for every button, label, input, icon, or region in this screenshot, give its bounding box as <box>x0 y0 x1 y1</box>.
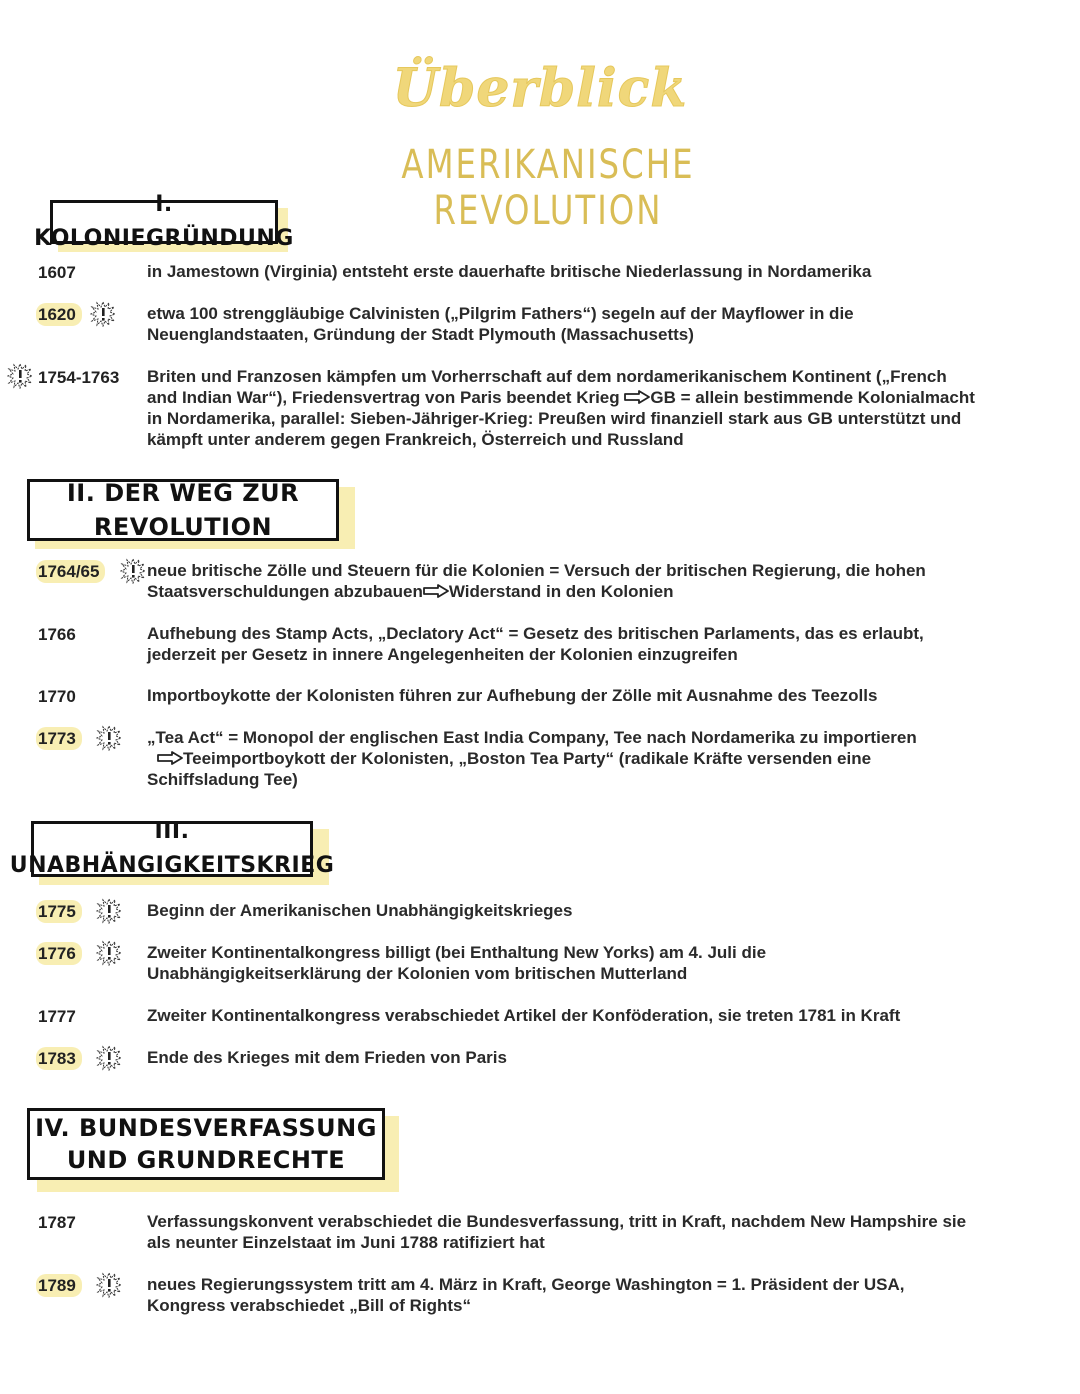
event-text: Beginn der Amerikanischen Unabhängigkeitskrieges <box>147 901 573 920</box>
page-subtitle: AMERIKANISCHE REVOLUTION <box>401 142 695 234</box>
event-text-line: Briten und Franzosen kämpfen um Vorherrschaft auf dem nordamerikanischem Kontinent („French <box>147 367 947 386</box>
event-text <box>147 727 1047 790</box>
exclamation-burst-icon <box>96 725 122 751</box>
event-year: 1789 <box>36 1274 82 1297</box>
event-text <box>147 560 1047 602</box>
section-heading-3-label: III. UNABHÄNGIGKEITSKRIEG <box>9 819 335 878</box>
event-year: 1775 <box>36 900 82 923</box>
page-title: Überblick <box>392 58 688 119</box>
event-year: 1607 <box>38 263 76 282</box>
right-arrow-icon <box>423 584 449 598</box>
event-text <box>147 366 1057 450</box>
exclamation-burst-icon <box>96 898 122 924</box>
event-text <box>147 1274 1047 1316</box>
exclamation-burst-icon <box>96 940 122 966</box>
event-text-part: Widerstand in den Kolonien <box>448 582 674 601</box>
exclamation-burst-icon <box>120 558 146 584</box>
event-text-line: neue britische Zölle und Steuern für die Kolonien = Versuch der britischen Regierung, die hohen <box>147 561 926 580</box>
event-text <box>147 303 1047 345</box>
event-year: 1764/65 <box>36 560 105 583</box>
event-text-line <box>147 581 1047 602</box>
event-text-line: Zweiter Kontinentalkongress billigt (bei Enthaltung New Yorks) am 4. Juli die <box>147 943 767 962</box>
event-text: in Jamestown (Virginia) entsteht erste dauerhafte britische Niederlassung in Nordamerika <box>147 262 872 281</box>
exclamation-burst-icon <box>90 301 116 327</box>
event-year: 1777 <box>38 1007 76 1026</box>
event-year: 1773 <box>36 727 82 750</box>
event-text-line: in Nordamerika, parallel: Sieben-Jähriger-Krieg: Preußen wird finanziell stark aus GB unterstützt und <box>147 409 962 428</box>
event-text-part: Staatsverschuldungen abzubauen <box>147 582 423 601</box>
exclamation-burst-icon <box>96 1272 122 1298</box>
event-text-line: kämpft unter anderem gegen Frankreich, Österreich und Russland <box>147 430 684 449</box>
event-text-part: Teeimportboykott der Kolonisten, „Boston Tea Party“ (radikale Kräfte versenden eine <box>183 749 872 768</box>
event-text-line <box>147 748 1047 769</box>
section-heading-line: UND GRUNDRECHTE <box>66 1146 346 1174</box>
event-text-line: „Tea Act“ = Monopol der englischen East India Company, Tee nach Nordamerika zu importieren <box>147 728 917 747</box>
event-text-line: als neunter Einzelstaat im Juni 1788 ratifiziert hat <box>147 1233 545 1252</box>
event-year: 1787 <box>38 1213 76 1232</box>
event-year: 1620 <box>36 303 82 326</box>
event-text <box>147 942 1047 984</box>
event-text: Importboykotte der Kolonisten führen zur Aufhebung der Zölle mit Ausnahme des Teezolls <box>147 686 878 705</box>
event-text <box>147 1211 1047 1253</box>
event-text-line: Aufhebung des Stamp Acts, „Declatory Act“ = Gesetz des britischen Parlaments, das es erlaubt, <box>147 624 924 643</box>
section-heading-2-label: II. DER WEG ZUR REVOLUTION <box>27 479 339 541</box>
event-text-line: Neuenglandstaaten, Gründung der Stadt Plymouth (Massachusetts) <box>147 325 694 344</box>
event-text: Ende des Krieges mit dem Frieden von Paris <box>147 1048 507 1067</box>
event-text <box>147 623 1047 665</box>
event-text-line: neues Regierungssystem tritt am 4. März in Kraft, George Washington = 1. Präsident der USA, <box>147 1275 905 1294</box>
exclamation-burst-icon <box>96 1045 122 1071</box>
event-text-line: Kongress verabschiedet „Bill of Rights“ <box>147 1296 472 1315</box>
event-text-line: jederzeit per Gesetz in innere Angelegenheiten der Kolonien einzugreifen <box>147 645 738 664</box>
exclamation-burst-icon <box>7 363 33 389</box>
event-text-part: and Indian War“), Friedensvertrag von Paris beendet Krieg <box>147 388 620 407</box>
section-heading-1-label: I. KOLONIEGRÜNDUNG <box>34 192 294 251</box>
event-text-line: Unabhängigkeitserklärung der Kolonien vom britischen Mutterland <box>147 964 688 983</box>
event-year: 1776 <box>36 942 82 965</box>
event-year: 1770 <box>38 687 76 706</box>
right-arrow-icon <box>157 751 183 765</box>
event-text-line: Schiffsladung Tee) <box>147 770 298 789</box>
event-text-part: GB = allein bestimmende Kolonialmacht <box>650 388 975 407</box>
event-text: Zweiter Kontinentalkongress verabschiedet Artikel der Konföderation, sie treten 1781 in Kraft <box>147 1006 901 1025</box>
event-year: 1754-1763 <box>38 368 120 387</box>
event-year: 1766 <box>38 625 76 644</box>
section-heading-4-label <box>27 1108 385 1180</box>
section-heading-line: IV. BUNDESVERFASSUNG <box>35 1114 377 1142</box>
event-text-line: etwa 100 strenggläubige Calvinisten („Pilgrim Fathers“) segeln auf der Mayflower in die <box>147 304 854 323</box>
right-arrow-icon <box>624 390 650 404</box>
event-text-line: Verfassungskonvent verabschiedet die Bundesverfassung, tritt in Kraft, nachdem New Hampshire sie <box>147 1212 967 1231</box>
event-year: 1783 <box>36 1047 82 1070</box>
event-text-line <box>147 387 1057 408</box>
